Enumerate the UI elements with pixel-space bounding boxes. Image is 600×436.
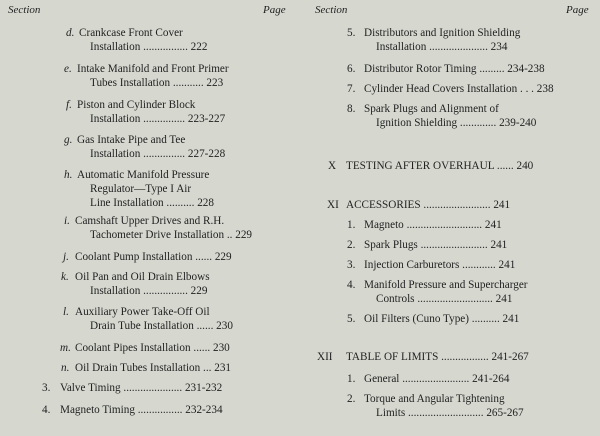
entry-label: f. [66,99,72,111]
entry-line: Limits ........................... 265-267 [376,407,524,419]
entry-line: Installation ..................... 234 [376,41,508,53]
entry-label: i. [64,215,70,227]
entry-line: TESTING AFTER OVERHAUL ...... 240 [346,160,534,172]
right-section-heading: Section [315,4,348,16]
left-page-heading: Page [263,4,286,16]
entry-line: Magneto Timing ................ 232-234 [60,404,223,416]
entry-label: l. [63,306,69,318]
entry-line: Magneto ........................... 241 [364,219,502,231]
entry-line: Valve Timing ..................... 231-232 [60,382,223,394]
entry-line: ACCESSORIES ........................ 241 [346,199,511,211]
entry-line: Crankcase Front Cover [79,27,183,39]
entry-label: g. [64,134,73,146]
entry-line: Regulator—Type I Air [90,183,192,195]
right-toc-column [300,0,600,436]
entry-label: 3. [42,382,51,394]
entry-line: Installation ............... 227-228 [90,148,226,160]
entry-line: Manifold Pressure and Supercharger [364,279,528,291]
entry-line: Installation ................ 229 [90,285,208,297]
entry-label: 2. [347,239,356,251]
entry-label: 4. [347,279,356,291]
entry-line: Camshaft Upper Drives and R.H. [75,215,225,227]
entry-line: Automatic Manifold Pressure [77,169,210,181]
entry-line: Oil Drain Tubes Installation ... 231 [75,362,232,374]
entry-line: Intake Manifold and Front Primer [77,63,229,75]
entry-label: n. [61,362,70,374]
entry-line: Cylinder Head Covers Installation . . . 238 [364,83,554,95]
entry-label: 5. [347,27,356,39]
entry-line: Oil Filters (Cuno Type) .......... 241 [364,313,520,325]
entry-label: m. [60,342,71,354]
entry-line: Spark Plugs and Alignment of [364,103,499,115]
entry-label: e. [64,63,72,75]
entry-line: Coolant Pump Installation ...... 229 [75,251,232,263]
entry-line: Spark Plugs ........................ 241 [364,239,508,251]
entry-line: Oil Pan and Oil Drain Elbows [75,271,210,283]
left-section-heading: Section [8,4,41,16]
entry-label: 6. [347,63,356,75]
entry-label: 4. [42,404,51,416]
entry-line: Piston and Cylinder Block [77,99,196,111]
entry-line: Torque and Angular Tightening [364,393,505,405]
entry-label: k. [61,271,69,283]
entry-label: 5. [347,313,356,325]
entry-line: TABLE OF LIMITS ................. 241-267 [346,351,529,363]
entry-line: Injection Carburetors ............ 241 [364,259,516,271]
entry-label: 7. [347,83,356,95]
entry-line: Installation ................ 222 [90,41,208,53]
entry-line: Gas Intake Pipe and Tee [77,134,186,146]
entry-line: Ignition Shielding ............. 239-240 [376,117,537,129]
entry-line: Coolant Pipes Installation ...... 230 [75,342,230,354]
entry-line: Distributor Rotor Timing ......... 234-238 [364,63,545,75]
entry-line: Tubes Installation ........... 223 [90,77,224,89]
entry-label: 2. [347,393,356,405]
entry-label: X [328,160,337,172]
entry-line: Line Installation .......... 228 [90,197,214,209]
entry-label: XI [327,199,339,211]
entry-label: d. [66,27,75,39]
entry-line: General ........................ 241-264 [364,373,510,385]
entry-line: Installation ............... 223-227 [90,113,226,125]
entry-label: XII [317,351,333,363]
entry-line: Auxiliary Power Take-Off Oil [75,306,210,318]
entry-label: 8. [347,103,356,115]
entry-label: 1. [347,219,356,231]
entry-label: 3. [347,259,356,271]
entry-label: h. [64,169,73,181]
entry-line: Tachometer Drive Installation .. 229 [90,229,253,241]
entry-line: Drain Tube Installation ...... 230 [90,320,233,332]
entry-line: Distributors and Ignition Shielding [364,27,521,39]
entry-label: j. [63,251,69,263]
entry-line: Controls ........................... 241 [376,293,513,305]
entry-label: 1. [347,373,356,385]
right-page-heading: Page [566,4,589,16]
